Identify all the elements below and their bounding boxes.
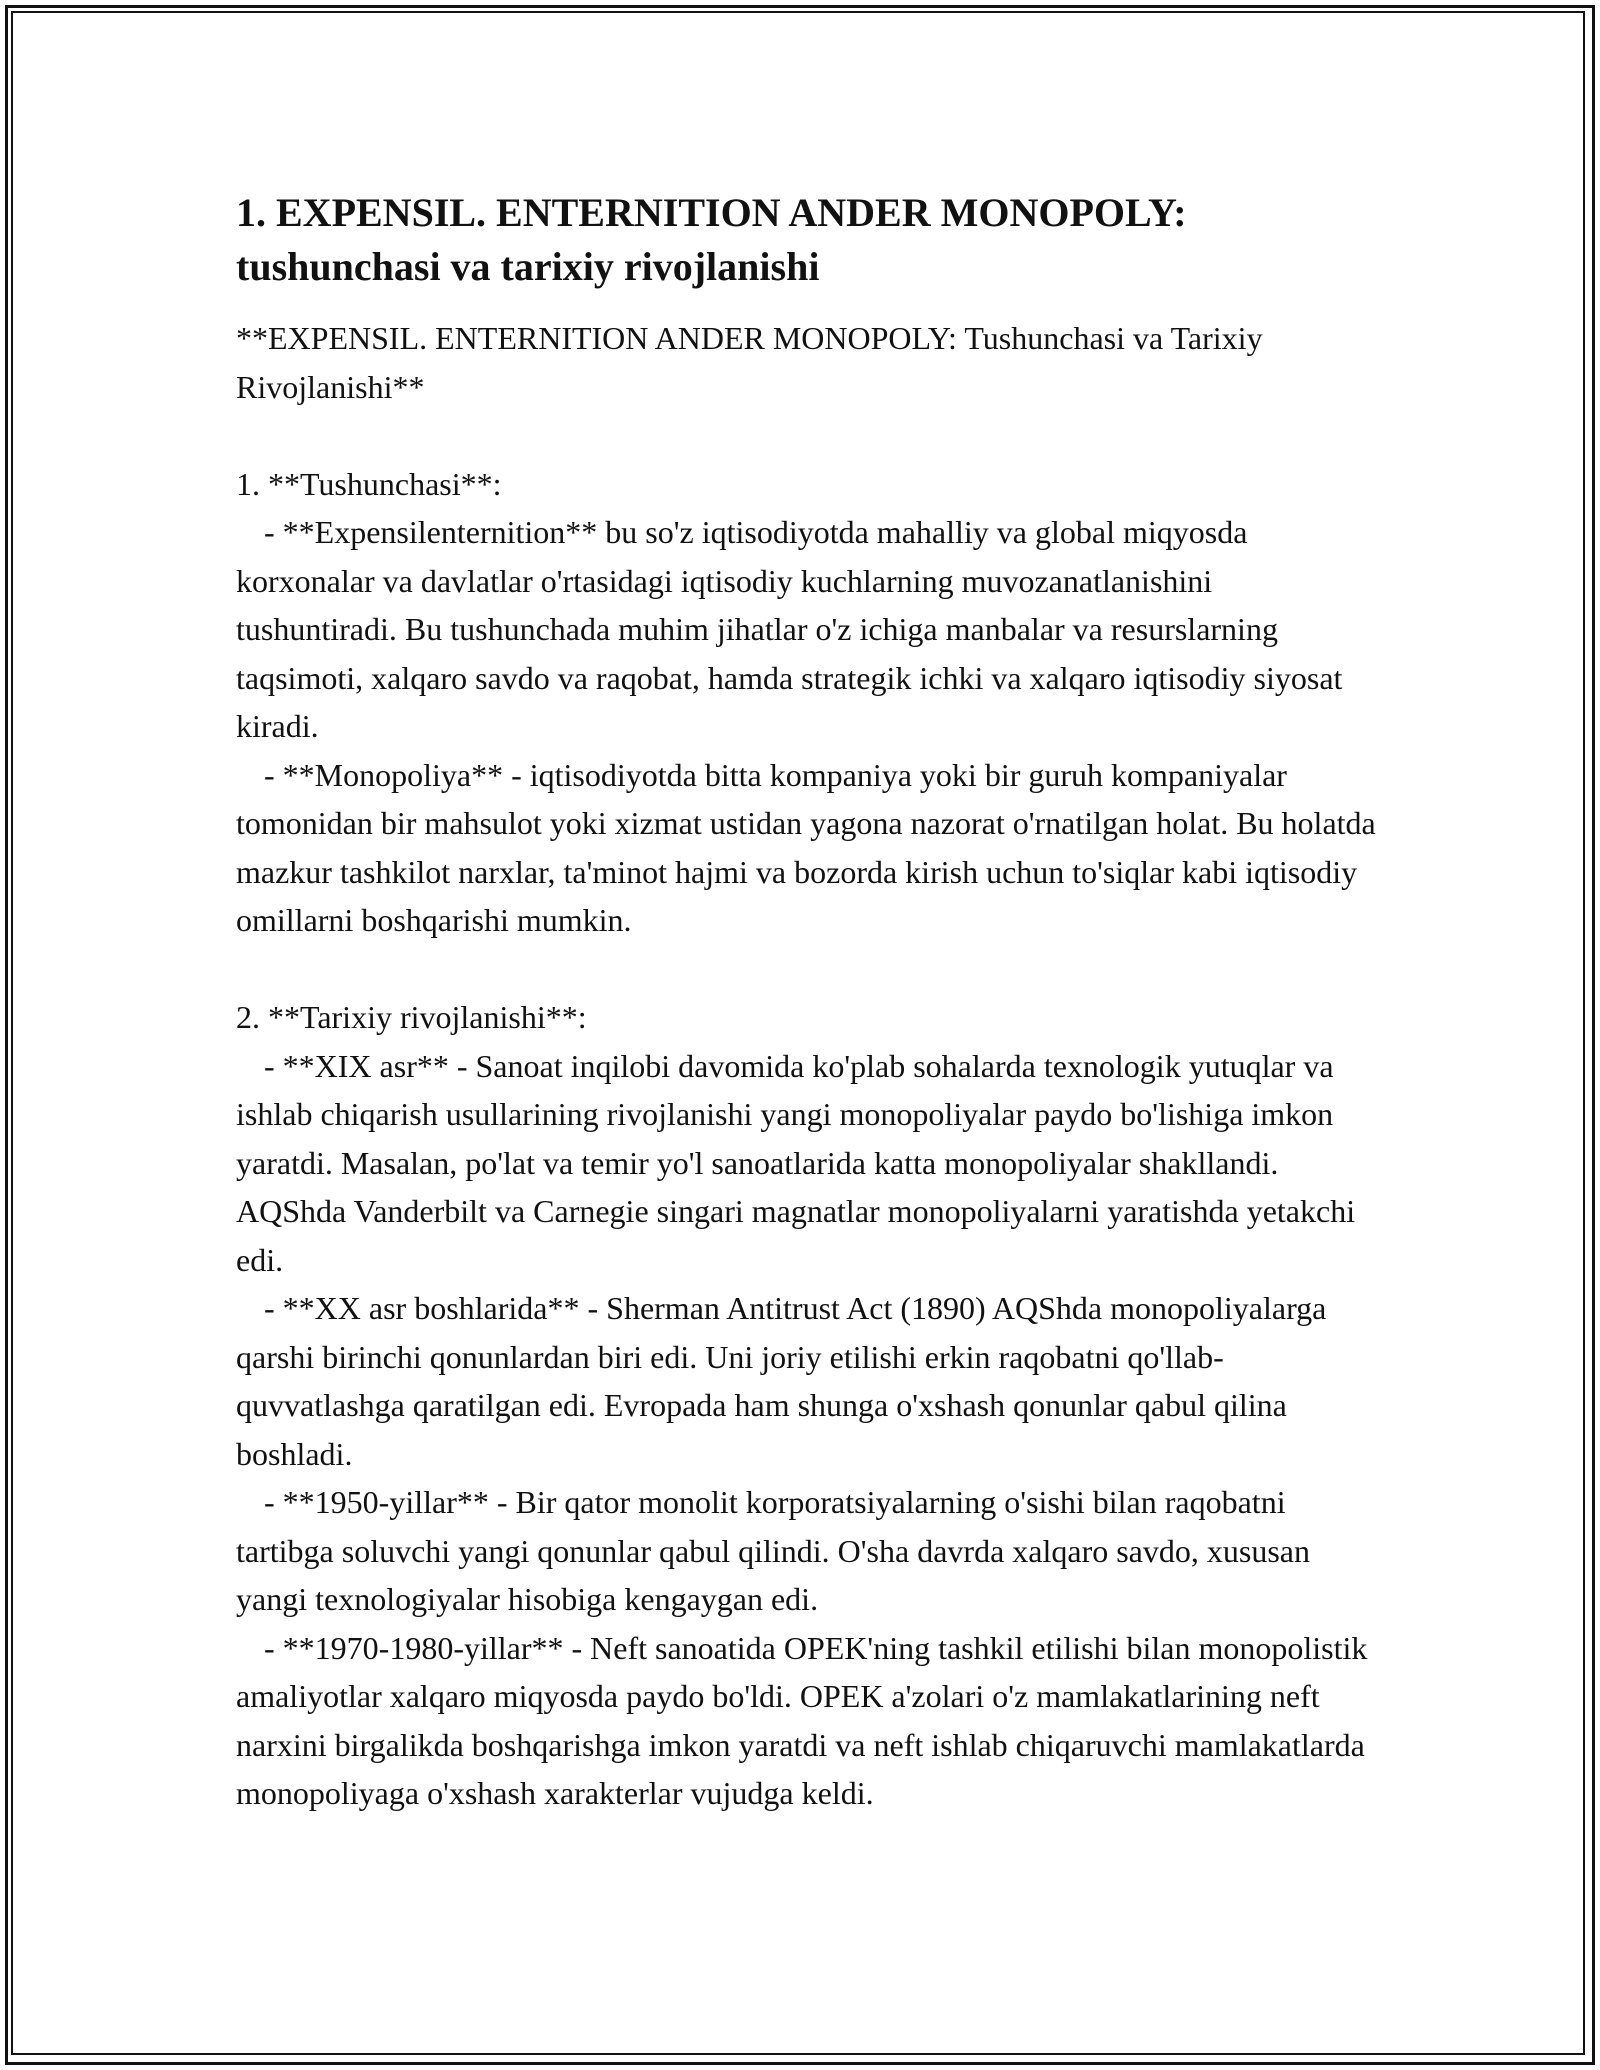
- list-item: - **1950-yillar** - Bir qator monolit korporatsiyalarning o'sishi bilan raqobatni tartibga soluvchi yangi qonunlar qabul qilindi. O'sha davrda xalqaro savdo, xususan yangi texnologiyalar hisobiga kengaygan edi.: [236, 1484, 1310, 1617]
- section-history: [236, 993, 1376, 1818]
- section-heading: 2. **Tarixiy rivojlanishi**:: [236, 999, 587, 1035]
- list-item: - **1970-1980-yillar** - Neft sanoatida OPEK'ning tashkil etilishi bilan monopolistik amaliyotlar xalqaro miqyosda paydo bo'ldi. OPEK a'zolari o'z mamlakatlarining neft narxini birgalikda boshqarishga imkon yaratdi va neft ishlab chiqaruvchi mamlakatlarda monopoliyaga o'xshash xarakterlar vujudga keldi.: [236, 1629, 1368, 1811]
- list-item: - **Monopoliya** - iqtisodiyotda bitta kompaniya yoki bir guruh kompaniyalar tomonidan bir mahsulot yoki xizmat ustidan yagona nazorat o'rnatilgan holat. Bu holatda mazkur tashkilot narxlar, ta'minot hajmi va bozorda kirish uchun to'siqlar kabi iqtisodiy omillarni boshqarishi mumkin.: [236, 756, 1376, 938]
- paragraph-spacer: [236, 945, 1376, 994]
- paragraph-spacer: [236, 411, 1376, 460]
- document-subtitle: **EXPENSIL. ENTERNITION ANDER MONOPOLY: Tushunchasi va Tarixiy Rivojlanishi**: [236, 320, 1263, 405]
- section-heading: 1. **Tushunchasi**:: [236, 465, 502, 502]
- section-concept: [236, 460, 1376, 945]
- list-item: - **XIX asr** - Sanoat inqilobi davomida ko'plab sohalarda texnologik yutuqlar va ishlab chiqarish usullarining rivojlanishi yangi monopoliyalar paydo bo'lishiga imkon yaratdi. Masalan, po'lat va temir yo'l sanoatlarida katta monopoliyalar shakllandi. AQShda Vanderbilt va Carnegie singari magnatlar monopoliyalarni yaratishda yetakchi edi.: [236, 1047, 1356, 1278]
- document-title-line2: tushunchasi va tarixiy rivojlanishi: [236, 244, 820, 289]
- document-title: [236, 186, 1376, 294]
- list-item: - **Expensilenternition** bu so'z iqtisodiyotda mahalliy va global miqyosda korxonalar va davlatlar o'rtasidagi iqtisodiy kuchlarning muvozanatlanishini tushuntiradi. Bu tushunchada muhim jihatlar o'z ichiga manbalar va resurslarning taqsimoti, xalqaro savdo va raqobat, hamda strategik ichki va xalqaro iqtisodiy siyosat kiradi.: [236, 514, 1343, 744]
- document-content: [236, 186, 1376, 1818]
- document-body: [236, 314, 1376, 1818]
- document-title-line1: 1. EXPENSIL. ENTERNITION ANDER MONOPOLY:: [236, 190, 1187, 235]
- list-item: - **XX asr boshlarida** - Sherman Antitrust Act (1890) AQShda monopoliyalarga qarshi birinchi qonunlardan biri edi. Uni joriy etilishi erkin raqobatni qo'llab-quvvatlashga qaratilgan edi. Evropada ham shunga o'xshash qonunlar qabul qilina boshladi.: [236, 1290, 1327, 1472]
